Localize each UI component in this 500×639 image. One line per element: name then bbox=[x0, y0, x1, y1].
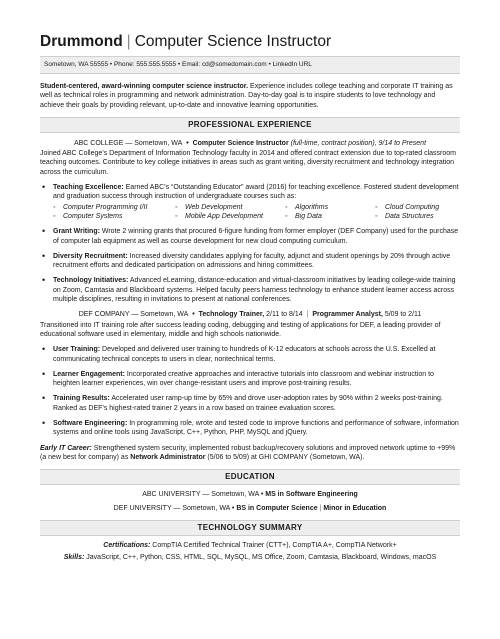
list-item: • Diversity Recruitment: Increased diversity candidates applying for faculty, adjunct and student openings by 20% through active recruitment efforts and dedicated participation on admissions and hiring committees. bbox=[40, 252, 460, 271]
job-bullets bbox=[40, 183, 460, 304]
course-item: ◦ Data Structures bbox=[375, 212, 455, 221]
title-separator: | bbox=[126, 33, 131, 50]
course-item: ◦ Big Data bbox=[285, 212, 375, 221]
job-intro: Joined ABC College’s Department of Information Technology faculty in 2014 and offered contract extension due to top-rated classroom teaching outcomes. Contribute to key college initiatives in areas such as grant writing, diversity recruitment and technology integration across the curriculum. bbox=[40, 150, 456, 176]
job-heading: ABC COLLEGE — Sometown, WA • Computer Science Instructor (full-time, contract position), 9/14 to Present bbox=[73, 139, 427, 147]
job-company: ABC COLLEGE — Sometown, WA bbox=[73, 139, 183, 147]
certifications: Certifications: CompTIA Certified Technical Trainer (CTT+), CompTIA A+, CompTIA Network+ bbox=[103, 541, 397, 549]
section-heading-education: EDUCATION bbox=[40, 469, 460, 485]
job-dates: 5/09 to 2/11 bbox=[382, 311, 422, 319]
degree: BS in Computer Science bbox=[236, 504, 318, 512]
job-intro: Transitioned into IT training role after success leading coding, debugging and testing of applications for DEF, a leading provider of educational software used in elementary, middle and high schools nationwide. bbox=[40, 321, 441, 338]
name-title-line bbox=[40, 33, 460, 51]
course-item: ◦ Algorithms bbox=[285, 203, 375, 212]
degree: MS in Software Engineering bbox=[265, 491, 358, 499]
section-heading-tech: TECHNOLOGY SUMMARY bbox=[40, 520, 460, 536]
job-dates: 2/11 to 8/14 bbox=[264, 311, 303, 319]
candidate-title: Computer Science Instructor bbox=[134, 33, 332, 50]
course-item: ◦ Computer Programming I/II bbox=[53, 203, 175, 212]
list-item: • Teaching Excellence: Earned ABC’s “Outstanding Educator” award (2016) for teaching excellence. Fostered student development and graduation success through instruction of undergraduate courses such as: ◦ Computer Programming I/II ◦ Web Development ◦ Algorithms ◦ Cloud Computing ◦ Computer Systems ◦ Mobile App Development ◦ Big Data ◦ Data Structures bbox=[40, 183, 460, 221]
early-career-label: Early IT Career: bbox=[40, 444, 92, 452]
early-career-role: Network Administrator bbox=[130, 453, 206, 461]
job-detail: (full-time, contract position), 9/14 to Present bbox=[288, 139, 427, 147]
course-item: ◦ Web Development bbox=[175, 203, 285, 212]
list-item: • Grant Writing: Wrote 2 winning grants that procured 6-figure funding from former employer (DEF Company) used for the purchase of computer lab equipment as well as course development for new cloud computing curriculum. bbox=[40, 227, 460, 246]
education-entry: ABC UNIVERSITY — Sometown, WA • MS in Software Engineering bbox=[142, 491, 358, 499]
job-company: DEF COMPANY — Sometown, WA bbox=[78, 311, 189, 319]
skills: Skills: JavaScript, C++, Python, CSS, HTML, SQL, MySQL, MS Office, Zoom, Camtasia, Blackboard, Windows, macOS bbox=[63, 554, 437, 562]
contact-bar bbox=[40, 56, 460, 74]
resume-header bbox=[40, 0, 460, 74]
list-item: • Technology Initiatives: Advanced eLearning, distance-education and virtual-classroom initiatives by leading college-wide training on Zoom, Camtasia and Blackboard systems. Helped faculty peers harness technology to enhance student learner access across multiple disciplines, resulting in invitations to present at national conferences. bbox=[40, 276, 460, 304]
list-item: • User Training: Developed and delivered user training to hundreds of K-12 educators at schools across the U.S. Excelled at communicating technical concepts to users in clear, nontechnical terms. bbox=[40, 345, 460, 364]
job-title: Technology Trainer, bbox=[198, 311, 265, 319]
minor: Minor in Education bbox=[323, 504, 387, 512]
course-list bbox=[53, 203, 460, 222]
list-item: • Training Results: Accelerated user ramp-up time by 65% and drove user-adoption rates by 90% within 2 weeks post-training. Ranked as DEF’s highest-rated trainer 2 years in a row based on trainee evaluation scores. bbox=[40, 394, 460, 413]
job-bullets bbox=[40, 345, 460, 437]
section-heading-experience: PROFESSIONAL EXPERIENCE bbox=[40, 117, 460, 133]
course-item: ◦ Mobile App Development bbox=[175, 212, 285, 221]
job-heading: DEF COMPANY — Sometown, WA • Technology Trainer, 2/11 to 8/14 | Programmer Analyst, 5/09 to 2/11 bbox=[78, 311, 422, 319]
candidate-name: Drummond bbox=[40, 33, 123, 50]
contact-info: Sometown, WA 55555 • Phone: 555.555.5555 • Email: cd@somedomain.com • LinkedIn URL bbox=[44, 61, 312, 68]
course-item: ◦ Cloud Computing bbox=[375, 203, 455, 212]
job-title: Programmer Analyst, bbox=[312, 311, 383, 319]
summary bbox=[40, 82, 460, 110]
list-item: • Learner Engagement: Incorporated creative approaches and interactive tutorials into classroom and webinar instruction to heighten learner experiences, win over change-resistant users and improve post-training results. bbox=[40, 370, 460, 389]
early-career: Early IT Career: Strengthened system security, implemented robust backup/recovery solutions and improved network uptime to +99% (a new best for company) as Network Administrator (5/06 to 5/09) at GHI COMPANY (Sometown, WA). bbox=[40, 444, 456, 461]
list-item: • Software Engineering: In programming role, wrote and tested code to improve functions and performance of software, information systems and online tools using JavaScript, C++, Python, PHP, MySQL and jQuery. bbox=[40, 419, 460, 438]
summary-lead: Student-centered, award-winning computer science instructor. bbox=[40, 83, 249, 90]
education-entry: DEF UNIVERSITY — Sometown, WA • BS in Computer Science | Minor in Education bbox=[113, 504, 387, 512]
job-title: Computer Science Instructor bbox=[192, 139, 289, 147]
summary-text: Experience includes college teaching and corporate IT training as well as technical roles in programming and network administration. Day-to-day goal is to inspire students to love technology and achieve their goals by providing relevant, up-to-date and innovative learning opportunities. bbox=[40, 83, 453, 109]
course-item: ◦ Computer Systems bbox=[53, 212, 175, 221]
